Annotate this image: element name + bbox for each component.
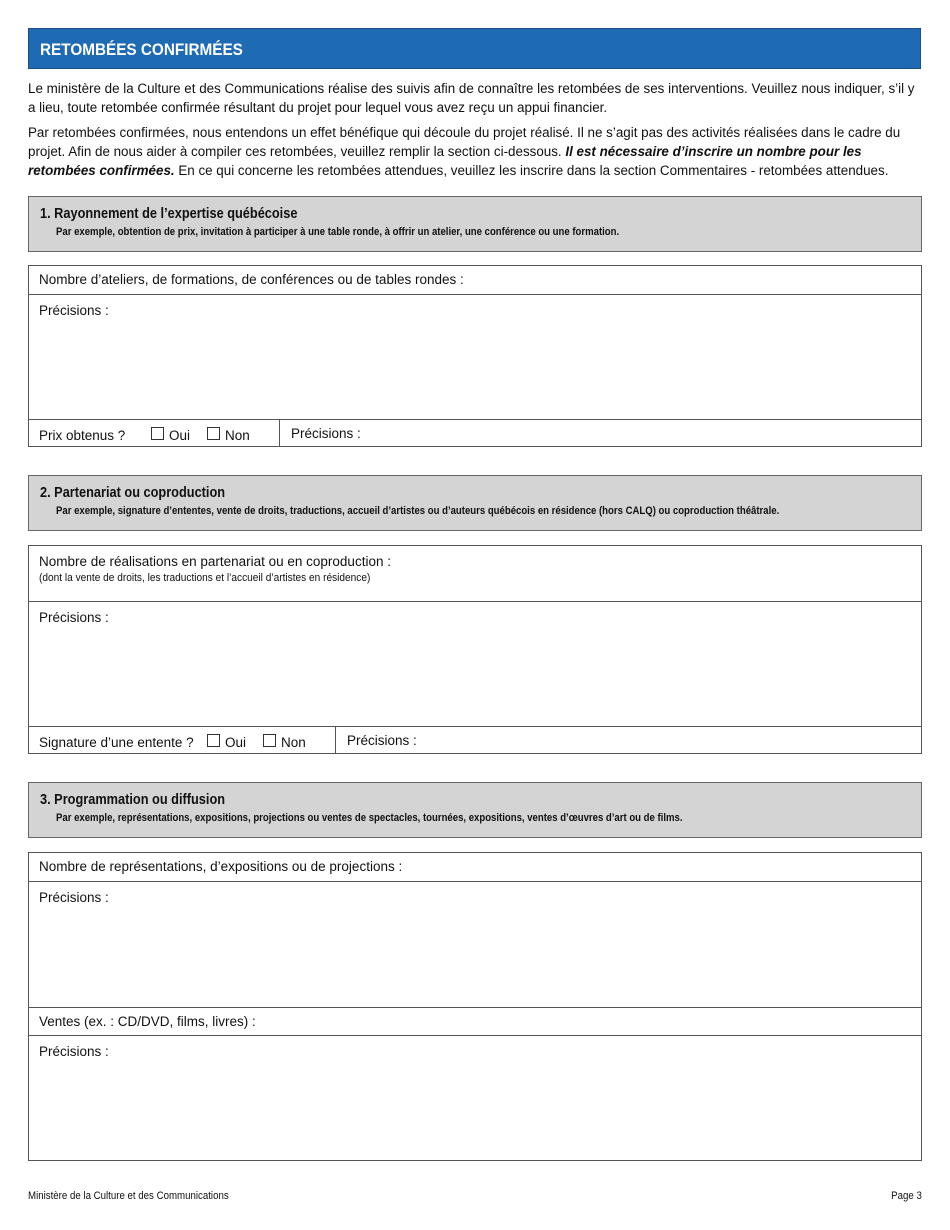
prize-oui-checkbox[interactable]: [151, 427, 164, 440]
section-1-count-label: Nombre d’ateliers, de formations, de conférences ou de tables rondes :: [39, 272, 464, 287]
section-3-precisions-label: Précisions :: [39, 890, 109, 905]
agreement-question-label: Signature d’une entente ?: [39, 735, 194, 750]
section-3-count-field[interactable]: [29, 853, 921, 881]
section-3-header: [28, 782, 922, 838]
prize-precisions-field[interactable]: [280, 420, 921, 446]
form-banner: [28, 28, 921, 69]
prize-precisions-label: Précisions :: [291, 426, 361, 441]
section-3-count-label: Nombre de représentations, d’expositions ou de projections :: [39, 859, 403, 874]
section-2-subtitle: Par exemple, signature d’ententes, vente de droits, traductions, accueil d’artistes ou d’auteurs québécois en résidence (hors CALQ) ou coproduction théâtrale.: [56, 505, 780, 517]
intro-paragraph-2: [28, 123, 922, 180]
prize-non-label: Non: [225, 428, 250, 443]
sales-precisions-label: Précisions :: [39, 1044, 109, 1059]
page-number: Page 3: [891, 1190, 922, 1202]
section-1-count-field[interactable]: [29, 266, 921, 294]
section-3-subtitle: Par exemple, représentations, expositions, projections ou ventes de spectacles, tournées, expositions, ventes d’œuvres d’art ou de films.: [56, 812, 683, 824]
sales-precisions-field[interactable]: [29, 1036, 921, 1160]
agreement-precisions-field[interactable]: [336, 727, 921, 753]
agreement-precisions-label: Précisions :: [347, 733, 417, 748]
agreement-non-label: Non: [281, 735, 306, 750]
section-3-title: 3. Programmation ou diffusion: [40, 792, 226, 808]
section-2-title: 2. Partenariat ou coproduction: [40, 485, 226, 501]
intro-p2-emphasis: Il est nécessaire d’inscrire un nombre pour les retombées confirmées.: [28, 144, 862, 178]
section-1-header: [28, 196, 922, 252]
intro-p2-end: En ce qui concerne les retombées attendues, veuillez les inscrire dans la section Commentaires - retombées attendues.: [174, 163, 889, 178]
section-2-count-label: Nombre de réalisations en partenariat ou en coproduction :: [39, 554, 391, 569]
intro-paragraph-1: Le ministère de la Culture et des Communications réalise des suivis afin de connaître les retombées de ses interventions. Veuillez nous indiquer, s’il y a lieu, toute retombée confirmée résultant du projet pour lequel vous avez reçu un appui financier.: [28, 81, 915, 115]
agreement-oui-checkbox[interactable]: [207, 734, 220, 747]
section-2-count-note: (dont la vente de droits, les traductions et l’accueil d’artistes en résidence): [39, 572, 371, 584]
section-2-count-field[interactable]: [29, 546, 921, 601]
section-1-form: [28, 265, 922, 447]
prize-question-label: Prix obtenus ?: [39, 428, 126, 443]
footer-ministry: Ministère de la Culture et des Communications: [28, 1190, 229, 1202]
section-2-header: [28, 475, 922, 531]
section-1-subtitle: Par exemple, obtention de prix, invitation à participer à une table ronde, à offrir un atelier, une conférence ou une formation.: [56, 226, 620, 238]
prize-non-checkbox[interactable]: [207, 427, 220, 440]
section-1-precisions-label: Précisions :: [39, 303, 109, 318]
form-title: RETOMBÉES CONFIRMÉES: [40, 40, 243, 59]
prize-oui-label: Oui: [169, 428, 191, 443]
agreement-oui-label: Oui: [225, 735, 247, 750]
section-2-precisions-field[interactable]: [29, 602, 921, 726]
agreement-non-checkbox[interactable]: [263, 734, 276, 747]
sales-field[interactable]: [29, 1008, 921, 1035]
section-2-precisions-label: Précisions :: [39, 610, 109, 625]
section-3-precisions-field[interactable]: [29, 882, 921, 1006]
section-3-form: [28, 852, 922, 1161]
sales-label: Ventes (ex. : CD/DVD, films, livres) :: [39, 1014, 256, 1029]
intro-p2-start: Par retombées confirmées, nous entendons un effet bénéfique qui découle du projet réalisé. Il ne s’agit pas des activités réalisées dans le cadre du projet. Afin de nous aider à compiler ces retombées, veuillez remplir la section ci-dessous.: [28, 125, 901, 159]
section-2-form: [28, 545, 922, 754]
section-1-title: 1. Rayonnement de l’expertise québécoise: [40, 206, 298, 222]
section-1-precisions-field[interactable]: [29, 295, 921, 419]
